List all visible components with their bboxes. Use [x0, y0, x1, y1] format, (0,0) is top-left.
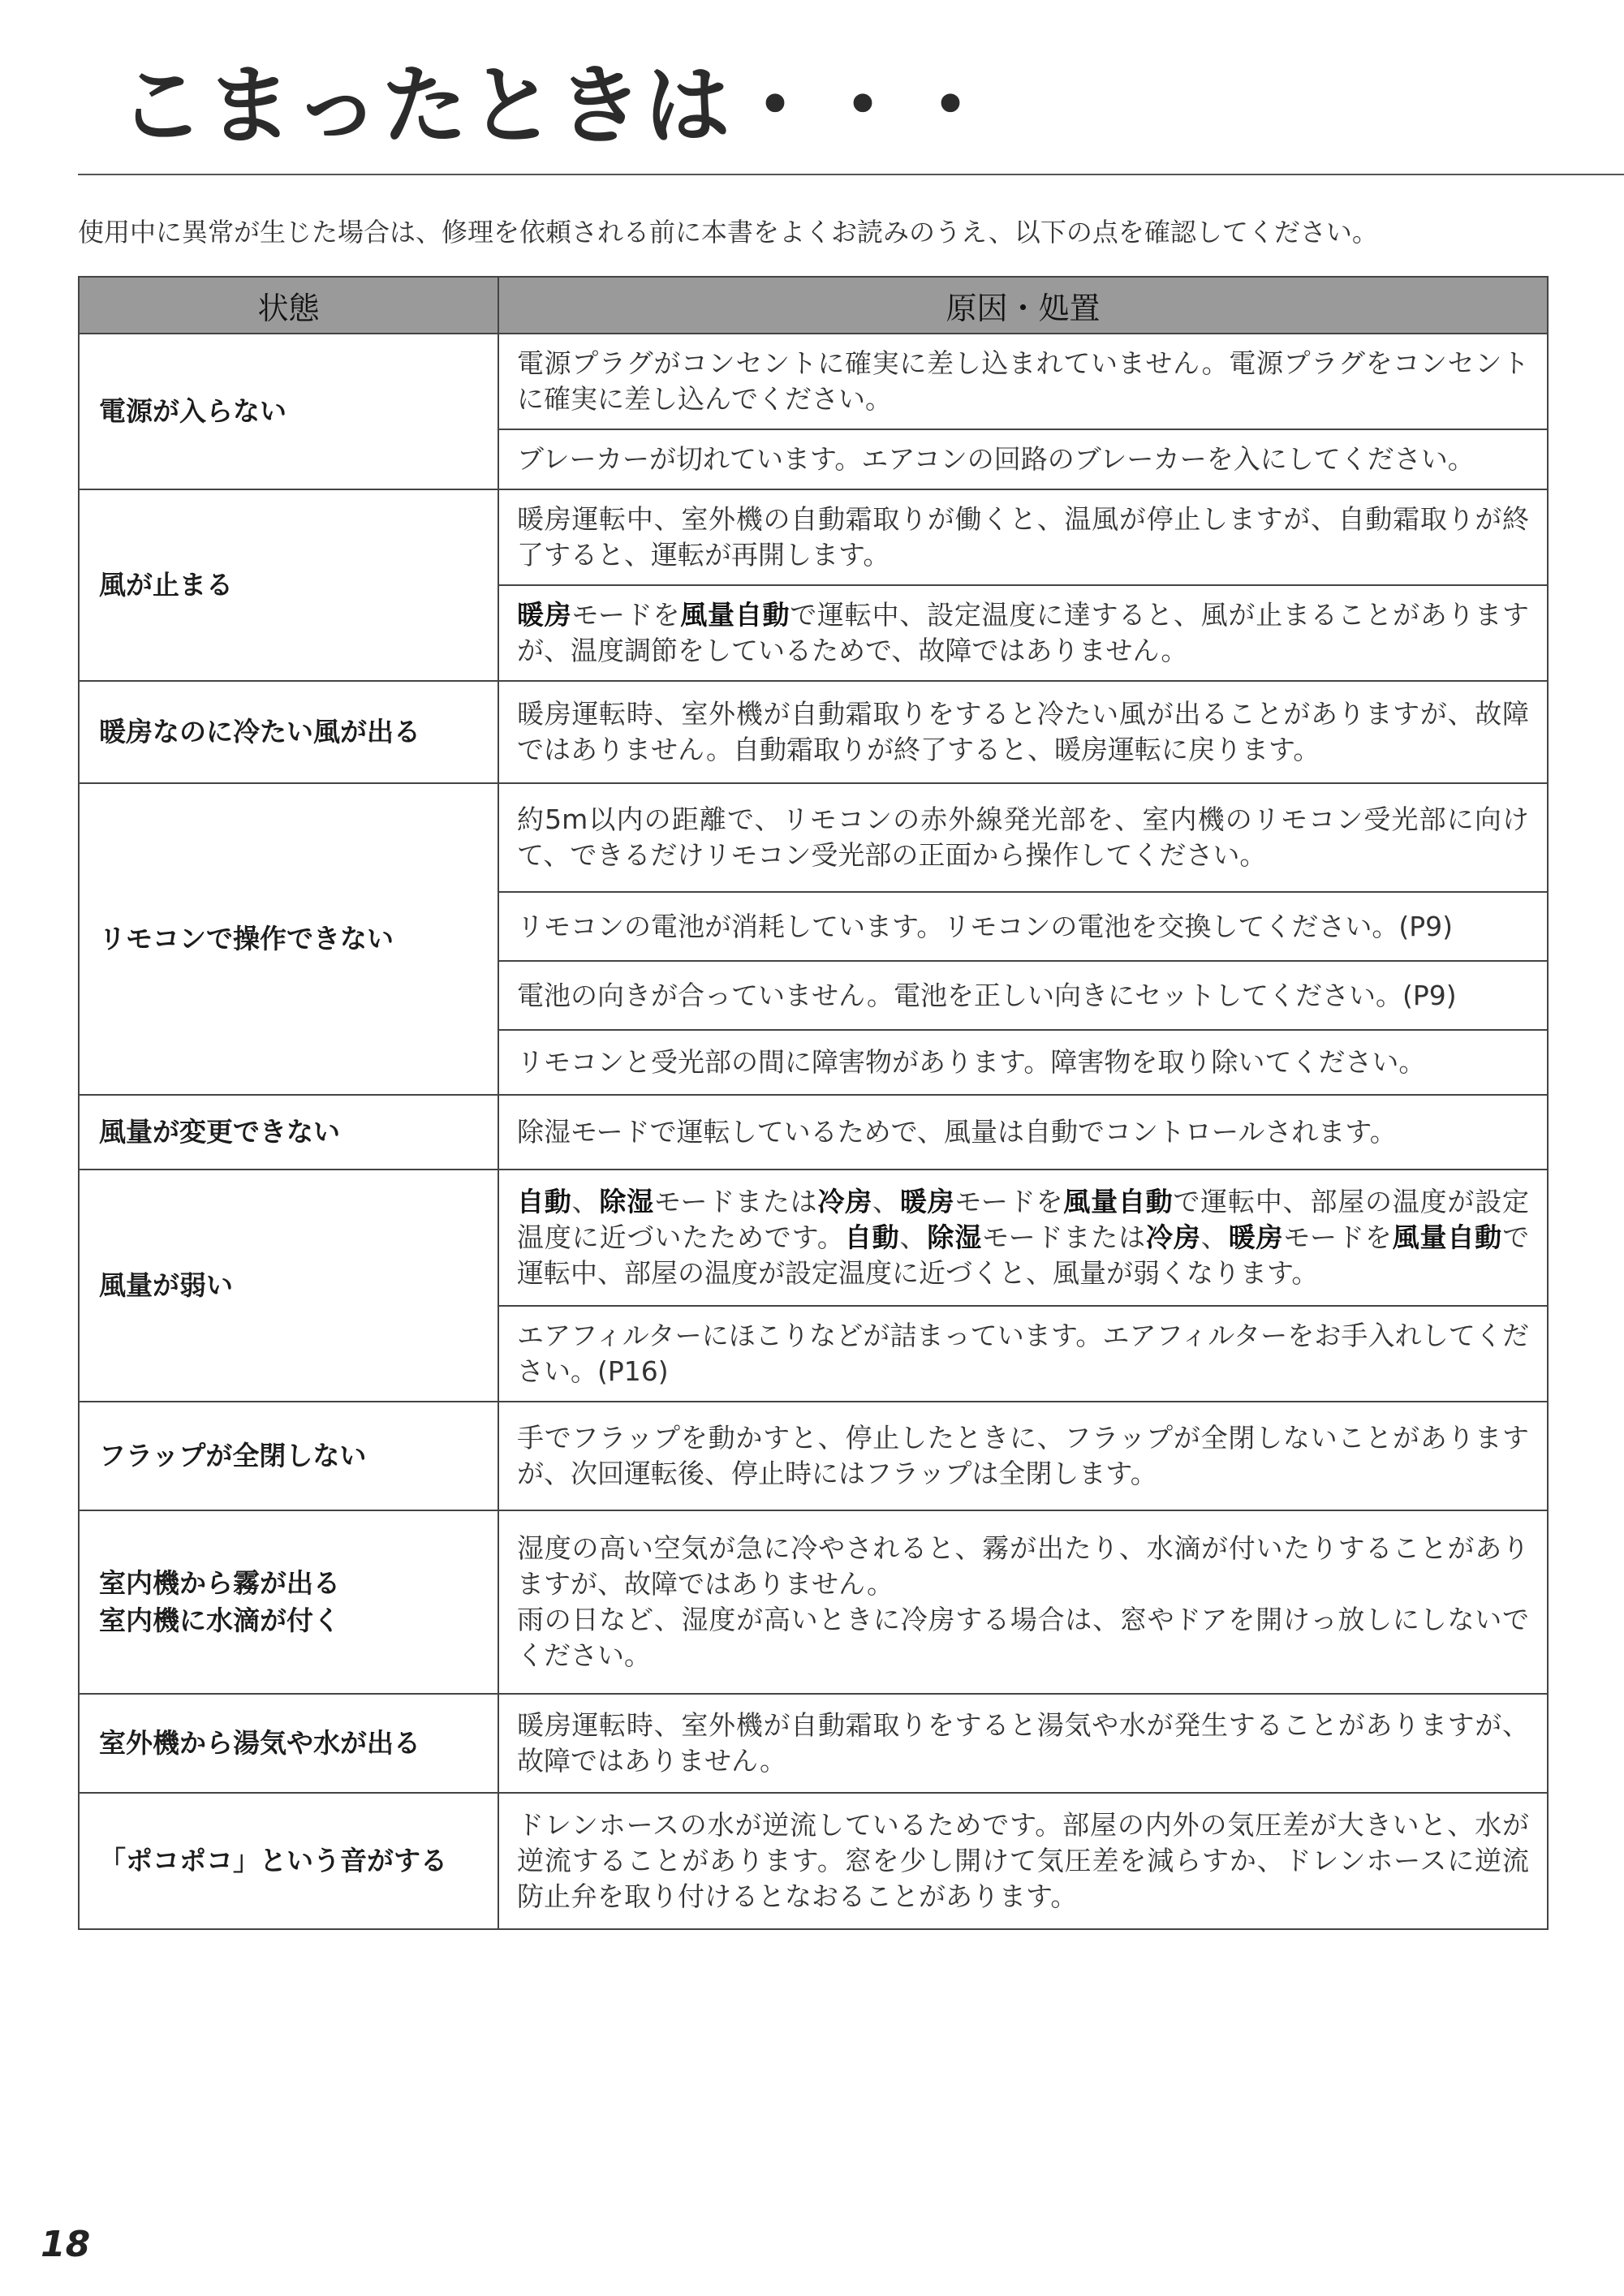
cause-text: モードを	[571, 599, 681, 631]
cause-cell: 手でフラップを動かすと、停止したときに、フラップが全閉しないことがありますが、次回運転後、停止時にはフラップは全閉します。	[498, 1402, 1548, 1510]
cause-text: 湿度の高い空気が急に冷やされると、霧が出たり、水滴が付いたりすることがありますが、故障ではありません。	[517, 1532, 1530, 1600]
table-row	[79, 1793, 1548, 1929]
cause-cell: 約5m以内の距離で、リモコンの赤外線発光部を、室内機のリモコン受光部に向けて、できるだけリモコン受光部の正面から操作してください。	[498, 783, 1548, 892]
cause-text: モードまたは	[982, 1221, 1147, 1253]
cause-cell: リモコンの電池が消耗しています。リモコンの電池を交換してください。(P9)	[498, 892, 1548, 961]
cause-text: 雨の日など、湿度が高いときに冷房する場合は、窓やドアを開けっ放しにしないでください。	[517, 1604, 1529, 1671]
cause-text: 、	[571, 1186, 600, 1217]
page-number: 18	[41, 2224, 91, 2265]
bold-term: 冷房	[1146, 1221, 1201, 1253]
cause-cell: エアフィルターにほこりなどが詰まっています。エアフィルターをお手入れしてください。(P16)	[498, 1306, 1548, 1402]
cause-text: 、	[872, 1186, 900, 1217]
state-cell-steam: 室外機から湯気や水が出る	[79, 1694, 498, 1793]
bold-term: 暖房	[899, 1186, 955, 1217]
bold-term: 暖房	[517, 599, 572, 631]
cause-cell	[498, 585, 1548, 681]
cause-text: モードまたは	[653, 1186, 818, 1217]
bold-term: 除湿	[599, 1186, 654, 1217]
header-cause: 原因・処置	[498, 277, 1548, 334]
state-cell-remote: リモコンで操作できない	[79, 783, 498, 1095]
table-row	[79, 334, 1548, 429]
cause-cell: 暖房運転時、室外機が自動霜取りをすると冷たい風が出ることがありますが、故障ではありません。自動霜取りが終了すると、暖房運転に戻ります。	[498, 681, 1548, 783]
bold-term: 風量自動	[1063, 1186, 1174, 1217]
table-row	[79, 1095, 1548, 1170]
cause-cell	[498, 1510, 1548, 1694]
cause-text: 、	[899, 1221, 928, 1253]
state-line: 室内機に水滴が付く	[99, 1605, 340, 1636]
bold-term: 自動	[844, 1221, 900, 1253]
state-cell-volume-fixed: 風量が変更できない	[79, 1095, 498, 1170]
bold-term: 自動	[517, 1186, 572, 1217]
state-cell-mist	[79, 1510, 498, 1694]
cause-cell: 電池の向きが合っていません。電池を正しい向きにセットしてください。(P9)	[498, 961, 1548, 1030]
bold-term: 風量自動	[680, 599, 790, 631]
cause-text: 、	[1200, 1221, 1229, 1253]
bold-term: 暖房	[1228, 1221, 1284, 1253]
cause-cell: 暖房運転時、室外機が自動霜取りをすると湯気や水が発生することがありますが、故障ではありません。	[498, 1694, 1548, 1793]
state-cell-cold-wind: 暖房なのに冷たい風が出る	[79, 681, 498, 783]
header-state: 状態	[79, 277, 498, 334]
cause-cell: ドレンホースの水が逆流しているためです。部屋の内外の気圧差が大きいと、水が逆流することがあります。窓を少し開けて気圧差を減らすか、ドレンホースに逆流防止弁を取り付けるとなおることがあります。	[498, 1793, 1548, 1929]
state-line: 室内機から霧が出る	[99, 1567, 340, 1599]
state-cell-wind-stops: 風が止まる	[79, 489, 498, 681]
cause-cell	[498, 1170, 1548, 1306]
cause-text: で運転中、部屋の温度が設定温度に近づいたためです。	[517, 1186, 1530, 1253]
table-row	[79, 1402, 1548, 1510]
table-row	[79, 783, 1548, 892]
cause-text: で運転中、設定温度に達すると、風が止まることがありますが、温度調節をしているためで、故障ではありません。	[517, 599, 1530, 666]
intro-text: 使用中に異常が生じた場合は、修理を依頼される前に本書をよくお読みのうえ、以下の点を確認してください。	[78, 217, 1378, 248]
cause-cell: 暖房運転中、室外機の自動霜取りが働くと、温風が停止しますが、自動霜取りが終了すると、運転が再開します。	[498, 489, 1548, 585]
bold-term: 除湿	[927, 1221, 983, 1253]
page-title: こまったときは・・・	[118, 56, 995, 156]
cause-cell: ブレーカーが切れています。エアコンの回路のブレーカーを入にしてください。	[498, 429, 1548, 489]
state-cell-power: 電源が入らない	[79, 334, 498, 489]
table-row	[79, 1694, 1548, 1793]
cause-text: で運転中、部屋の温度が設定温度に近づくと、風量が弱くなります。	[517, 1221, 1530, 1289]
title-divider	[78, 174, 1624, 175]
cause-cell: 電源プラグがコンセントに確実に差し込まれていません。電源プラグをコンセントに確実に差し込んでください。	[498, 334, 1548, 429]
table-header-row	[79, 277, 1548, 334]
table-row	[79, 489, 1548, 585]
cause-cell: リモコンと受光部の間に障害物があります。障害物を取り除いてください。	[498, 1030, 1548, 1095]
cause-text: モードを	[1283, 1221, 1393, 1253]
table-row	[79, 1510, 1548, 1694]
cause-text: モードを	[954, 1186, 1064, 1217]
table-row	[79, 1170, 1548, 1306]
bold-term: 風量自動	[1392, 1221, 1503, 1253]
table-row	[79, 681, 1548, 783]
state-cell-flap: フラップが全閉しない	[79, 1402, 498, 1510]
state-cell-weak-wind: 風量が弱い	[79, 1170, 498, 1402]
state-cell-noise: 「ポコポコ」という音がする	[79, 1793, 498, 1929]
bold-term: 冷房	[817, 1186, 873, 1217]
cause-cell: 除湿モードで運転しているためで、風量は自動でコントロールされます。	[498, 1095, 1548, 1170]
troubleshooting-table	[78, 276, 1549, 1930]
